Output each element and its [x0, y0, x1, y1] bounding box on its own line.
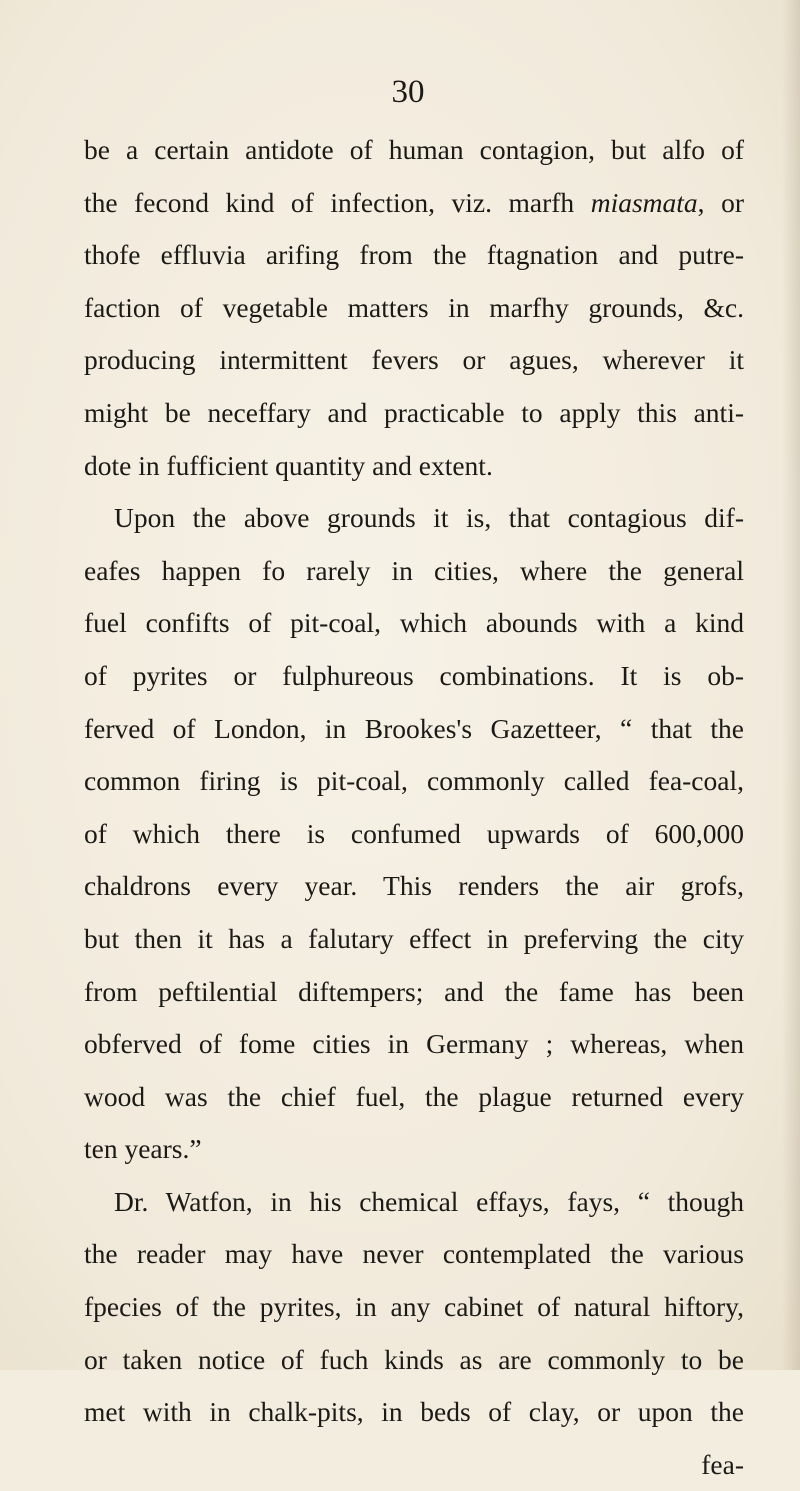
- text-line: met with in chalk-pits, in beds of clay, or upon the: [84, 1396, 744, 1428]
- text-line: but then it has a falutary effect in preferving the city: [84, 922, 744, 954]
- page-edge-shadow: [782, 0, 800, 1370]
- text-line: the fecond kind of infection, viz. marfh miasmata, or: [84, 186, 744, 218]
- text-line: of which there is confumed upwards of 600,000: [84, 817, 744, 849]
- text-line: fuel confifts of pit-coal, which abounds with a kind: [84, 607, 744, 639]
- text-line: thofe effluvia arifing from the ftagnation and putre-: [84, 239, 744, 271]
- text-line: chaldrons every year. This renders the air grofs,: [84, 870, 744, 902]
- page-number: 30: [391, 74, 425, 110]
- text-line: faction of vegetable matters in marfhy grounds, &c.: [84, 291, 744, 323]
- text-line: Upon the above grounds it is, that contagious dif-: [114, 502, 744, 534]
- text-line: from peftilential diftempers; and the fame has been: [84, 975, 744, 1007]
- text-line: ferved of London, in Brookes's Gazetteer, “ that the: [84, 712, 744, 744]
- text-line: Dr. Watfon, in his chemical effays, fays, “ though: [114, 1185, 744, 1217]
- text-line: dote in fufficient quantity and extent.: [84, 449, 493, 481]
- catchword: fea-: [701, 1448, 744, 1480]
- text-line: eafes happen fo rarely in cities, where the general: [84, 554, 744, 586]
- text-line: fpecies of the pyrites, in any cabinet of natural hiftory,: [84, 1291, 744, 1323]
- text-line: be a certain antidote of human contagion, but alfo of: [84, 134, 744, 165]
- italic-term: miasmata: [590, 186, 698, 218]
- text-line: the reader may have never contemplated the various: [84, 1238, 744, 1270]
- text-line: of pyrites or fulphureous combinations. It is ob-: [84, 659, 744, 691]
- body-text: [84, 124, 744, 1491]
- text-line: common firing is pit-coal, commonly called fea-coal,: [84, 765, 744, 797]
- text-line: wood was the chief fuel, the plague returned every: [84, 1080, 744, 1112]
- text-line: obferved of fome cities in Germany ; whereas, when: [84, 1028, 744, 1060]
- text-line: might be neceffary and practicable to apply this anti-: [84, 396, 744, 428]
- text-line: or taken notice of fuch kinds as are commonly to be: [84, 1343, 744, 1375]
- text-line: ten years.”: [84, 1133, 202, 1165]
- text-line: producing intermittent fevers or agues, wherever it: [84, 344, 744, 376]
